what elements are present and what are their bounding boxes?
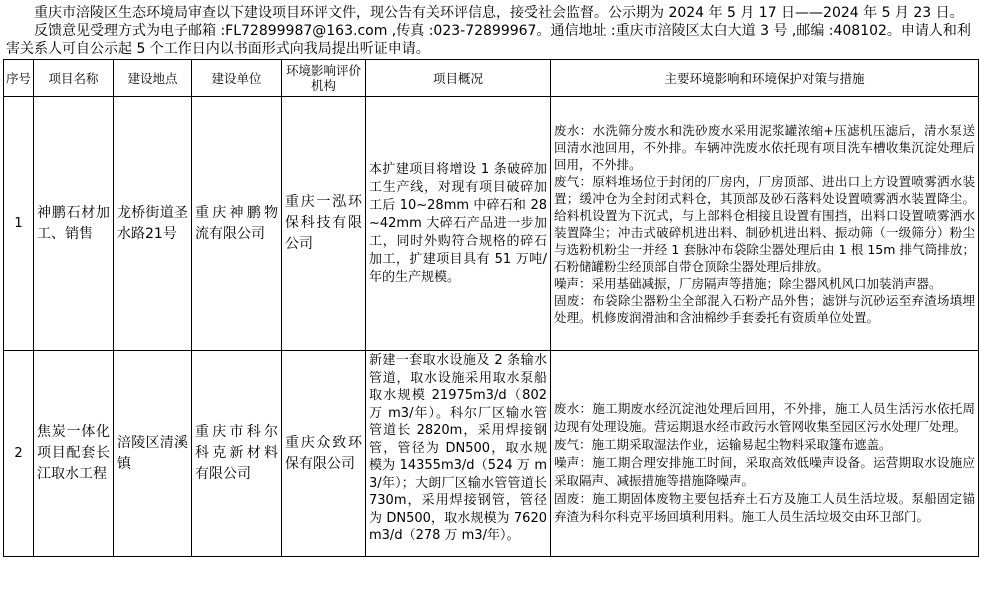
header-summary: 项目概况 — [366, 60, 551, 97]
measure-exhaust: 废气：施工期采取湿法作业，运输易起尘物料采取篷布遮盖。 — [554, 436, 892, 452]
header-unit: 建设单位 — [192, 60, 282, 97]
cell-measures — [551, 351, 979, 557]
measure-solid-waste: 固废：布袋除尘器粉尘全部混入石粉产品外售；滤饼与沉砂运至弃渣场填埋处理。机修废润滑油和含油棉纱手套委托有资质单位处置。 — [554, 292, 975, 325]
table-row — [4, 351, 979, 557]
cell-no: 1 — [4, 97, 34, 351]
cell-no: 2 — [4, 351, 34, 557]
measure-wastewater: 废水：施工期废水经沉淀池处理后回用，不外排，施工人员生活污水依托周边现有处理设施。营运期退水经市政污水管网收集至园区污水处理厂处理。 — [554, 400, 975, 434]
header-no: 序号 — [4, 60, 34, 97]
header-measures: 主要环境影响和环境保护对策与措施 — [551, 60, 979, 97]
header-org: 环境影响评价机构 — [282, 60, 366, 97]
notice-intro — [0, 0, 981, 58]
cell-eia-agency: 重庆众致环保有限公司 — [282, 351, 366, 557]
cell-construction-unit: 重庆市科尔科克新材料有限公司 — [192, 351, 282, 557]
notice-paragraph-contact: 反馈意见受理方式为电子邮箱 :FL72899987@163.com ,传真 :023-72899967。通信地址 :重庆市涪陵区太白大道 3 号 ,邮编 :408102。申请人和利害关系人可自公示起 5 个工作日内以书面形式向我局提出听证申请。 — [6, 23, 971, 57]
cell-location: 涪陵区清溪镇 — [114, 351, 192, 557]
measure-wastewater: 废水：水洗筛分废水和洗砂废水采用泥浆罐浓缩+压滤机压滤后，清水泵送回清水池回用，不外排。车辆冲洗废水依托现有项目洗车槽收集沉淀处理后回用，不外排。 — [554, 122, 975, 172]
cell-project-name: 神鹏石材加工、销售 — [34, 97, 114, 351]
measure-noise: 噪声：采用基础减振，厂房隔声等措施；除尘器风机风口加装消声器。 — [554, 275, 942, 291]
project-table — [3, 59, 979, 557]
measure-noise: 噪声：施工期合理安排施工时间，采取高效低噪声设备。运营期取水设施应采取隔声、减振措施等措施降噪声。 — [554, 454, 975, 488]
header-name: 项目名称 — [34, 60, 114, 97]
cell-eia-agency: 重庆一泓环保科技有限公司 — [282, 97, 366, 351]
cell-summary: 本扩建项目将增设 1 条破碎加工生产线，对现有项目破碎加工后 10~28mm 中碎石和 28~42mm 大碎石产品进一步加工，同时外购符合规格的碎石加工，扩建项目具有 51 万吨/年的生产规模。 — [366, 97, 551, 351]
measure-solid-waste: 固废：施工期固体废物主要包括弃土石方及施工人员生活垃圾。泵船固定锚弃渣为科尔科克平场回填利用料。施工人员生活垃圾交由环卫部门。 — [554, 490, 975, 524]
table-row — [4, 97, 979, 351]
measure-exhaust: 废气：原料堆场位于封闭的厂房内，厂房顶部、进出口上方设置喷雾洒水装置；缓冲仓为全封闭式料仓，其顶部及砂石落料处设置喷雾洒水装置降尘。给料机设置为下沉式，与上部料仓相接且设置有围挡，出料口设置喷雾洒水装置降尘；冲击式破碎机进出料、制砂机进出料、振动筛（一级筛分）粉尘与选粉机粉尘一并经 1 套脉冲布袋除尘器处理后由 1 根 15m 排气筒排放；石粉储罐粉尘经顶部自带仓顶除尘器处理后排放。 — [554, 173, 975, 274]
cell-measures — [551, 97, 979, 351]
cell-location: 龙桥街道圣水路21号 — [114, 97, 192, 351]
notice-paragraph-period: 重庆市涪陵区生态环境局审查以下建设项目环评文件，现公告有关环评信息，接受社会监督。公示期为 2024 年 5 月 17 日——2024 年 5 月 23 日。 — [34, 5, 964, 21]
header-location: 建设地点 — [114, 60, 192, 97]
table-header-row — [4, 60, 979, 97]
cell-construction-unit: 重庆神鹏物流有限公司 — [192, 97, 282, 351]
cell-summary: 新建一套取水设施及 2 条输水管道，取水设施采用取水泵船取水规模 21975m3/d（802 万 m3/年）。科尔厂区输水管管道长 2820m，采用焊接钢管，管径为 DN500，取水规模为 14355m3/d（524 万 m3/年）；大朗厂区输水管管道长 730m，采用焊接钢管，管径为 DN500，取水规模为 7620m3/d（278 万 m3/年）。 — [366, 351, 551, 557]
cell-project-name: 焦炭一体化项目配套长江取水工程 — [34, 351, 114, 557]
